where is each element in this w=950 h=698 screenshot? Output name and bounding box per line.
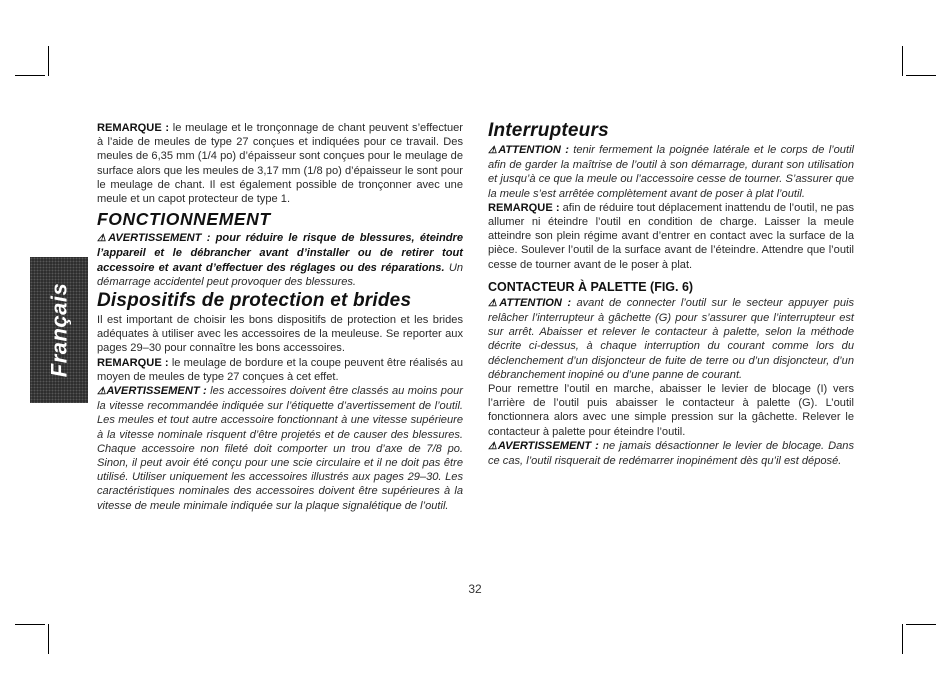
language-side-tab <box>30 257 88 403</box>
subheading-paddle-switch: CONTACTEUR À PALETTE (FIG. 6) <box>488 279 694 294</box>
heading-interrupteurs: Interrupteurs <box>488 120 609 141</box>
caution-bold-text: ATTENTION : <box>499 296 572 309</box>
warning-text: ne jamais désactionner le levier de blocage. Dans ce cas, l’outil risquerait de redémarrer inopinément dès qu’il est déposé. <box>488 439 854 468</box>
heading-dispositifs: Dispositifs de protection et brides <box>97 290 412 312</box>
warning-text: Un démarrage accidentel peut provoquer des blessures. <box>97 261 463 288</box>
note-label: REMARQUE : <box>97 122 170 134</box>
caution-text: avant de connecter l’outil sur le secteur appuyer puis relâcher l’interrupteur à gâchette (G) pour s’assurer que l’interrupteur est sur arrêt. Abaisser et relever le contacteur à palette, selon la méthode décrite ci-dessus, à chaque interruption du courant comme lors du déclenchement d’un disjoncteur de fuite de terre ou d’un disjoncteur, d’un débranchement inopiné ou d’une panne de courant. <box>488 296 854 381</box>
note-type27 <box>97 356 463 384</box>
caution-grip <box>488 143 854 201</box>
warning-disconnect <box>97 231 463 289</box>
language-label: Français <box>46 282 71 378</box>
crop-mark-bottom-left-vertical <box>48 624 49 654</box>
caution-icon: ⚠ <box>488 297 500 309</box>
crop-mark-top-right-vertical <box>902 46 903 76</box>
caution-text: tenir fermement la poignée latérale et le corps de l’outil afin de garder la maîtrise de l’outil à son démarrage, durant son utilisation et jusqu’à ce que la meule ou l’accessoire cesse de tourner. S’assurer que la meule s’est arrêtée complètement avant de poser à plat l’outil. <box>488 144 854 200</box>
warning-icon: ⚠ <box>97 233 109 245</box>
crop-mark-bottom-left-horizontal <box>15 624 45 625</box>
caution-bold-text: ATTENTION : <box>498 144 569 156</box>
crop-mark-top-left-horizontal <box>15 75 45 76</box>
paragraph-guards: Il est important de choisir les bons dispositifs de protection et les brides adéquates à utiliser avec les accessoires de la meuleuse. Se reporter aux pages 29–30 pour connaître les bons accessoires. <box>97 314 463 355</box>
paragraph-restart: Pour remettre l’outil en marche, abaisser le levier de blocage (I) vers l’arrière de l’outil puis abaisser le contacteur à palette (G). L’outil fonctionnera alors avec une simple pression sur la gâchette. Relever le contacteur à palette pour éteindre l’outil. <box>488 383 854 438</box>
warning-lock-lever <box>488 439 854 468</box>
warning-icon: ⚠ <box>97 386 107 398</box>
note-label: REMARQUE : <box>97 356 169 369</box>
crop-mark-bottom-right-horizontal <box>906 624 936 625</box>
note-text: afin de réduire tout déplacement inattendu de l’outil, ne pas allumer ni éteindre l’outil en condition de charge. Laisser la meule atteindre son plein régime avant d’entrer en contact avec la surface de la pièce. Soulever l’outil de la surface avant de l’éteindre. Attendre que l’outil cesse de tourner avant de le poser à plat. <box>488 201 855 271</box>
caution-icon: ⚠ <box>488 145 499 156</box>
warning-icon: ⚠ <box>488 440 498 452</box>
crop-mark-top-right-horizontal <box>906 75 936 76</box>
note-label: REMARQUE : <box>488 201 560 214</box>
warning-accessories <box>97 384 463 513</box>
warning-bold-text: AVERTISSEMENT : <box>106 385 207 398</box>
warning-bold-text: AVERTISSEMENT : pour réduire le risque de blessures, éteindre l’appareil et le débrancher avant d’installer ou de retirer tout accessoire et avant d’effectuer des réglages ou des réparations. <box>97 232 464 274</box>
left-column <box>97 121 463 513</box>
warning-text: les accessoires doivent être classés au moins pour la vitesse recommandée indiquée sur l’étiquette d’avertissement de l’outil. Les meules et tout autre accessoire fonctionnant à une vitesse supérieure à la vitesse nominale risquent d’être projetés et de causer des blessures. Chaque accessoire non fileté doit comporter un trou d’axe de 7/8 po. Sinon, il peut avoir été conçu pour une scie circulaire et il ne doit pas être utilisé. Utiliser uniquement les accessoires illustrés aux pages 29–30. Les caractéristiques nominales des accessoires doivent être supérieures à la vitesse de meule minimale indiquée sur la plaque signalétique de l’outil. <box>97 385 464 512</box>
page-number: 32 <box>468 582 482 596</box>
note-load <box>488 201 854 272</box>
caution-connect <box>488 296 854 382</box>
note-text: le meulage et le tronçonnage de chant peuvent s’effectuer à l’aide de meules de type 27 conçues et indiquées pour ce travail. Des meules de 6,35 mm (1/4 po) d’épaisseur sont conçues pour le meulage de surface alors que les meules de 3,17 mm (1/8 po) d’épaisseur le sont pour le meulage de chant. Il est également possible de tronçonner avec une meule et un capot protecteur de type 1. <box>97 122 463 206</box>
note-edge-grinding <box>97 121 463 206</box>
right-column <box>488 121 854 468</box>
warning-bold-text: AVERTISSEMENT : <box>497 439 599 452</box>
crop-mark-bottom-right-vertical <box>902 624 903 654</box>
heading-fonctionnement: FONCTIONNEMENT <box>97 209 271 230</box>
crop-mark-top-left-vertical <box>48 46 49 76</box>
note-text: le meulage de bordure et la coupe peuvent être réalisés au moyen de meules de type 27 conçues à cet effet. <box>97 356 463 383</box>
